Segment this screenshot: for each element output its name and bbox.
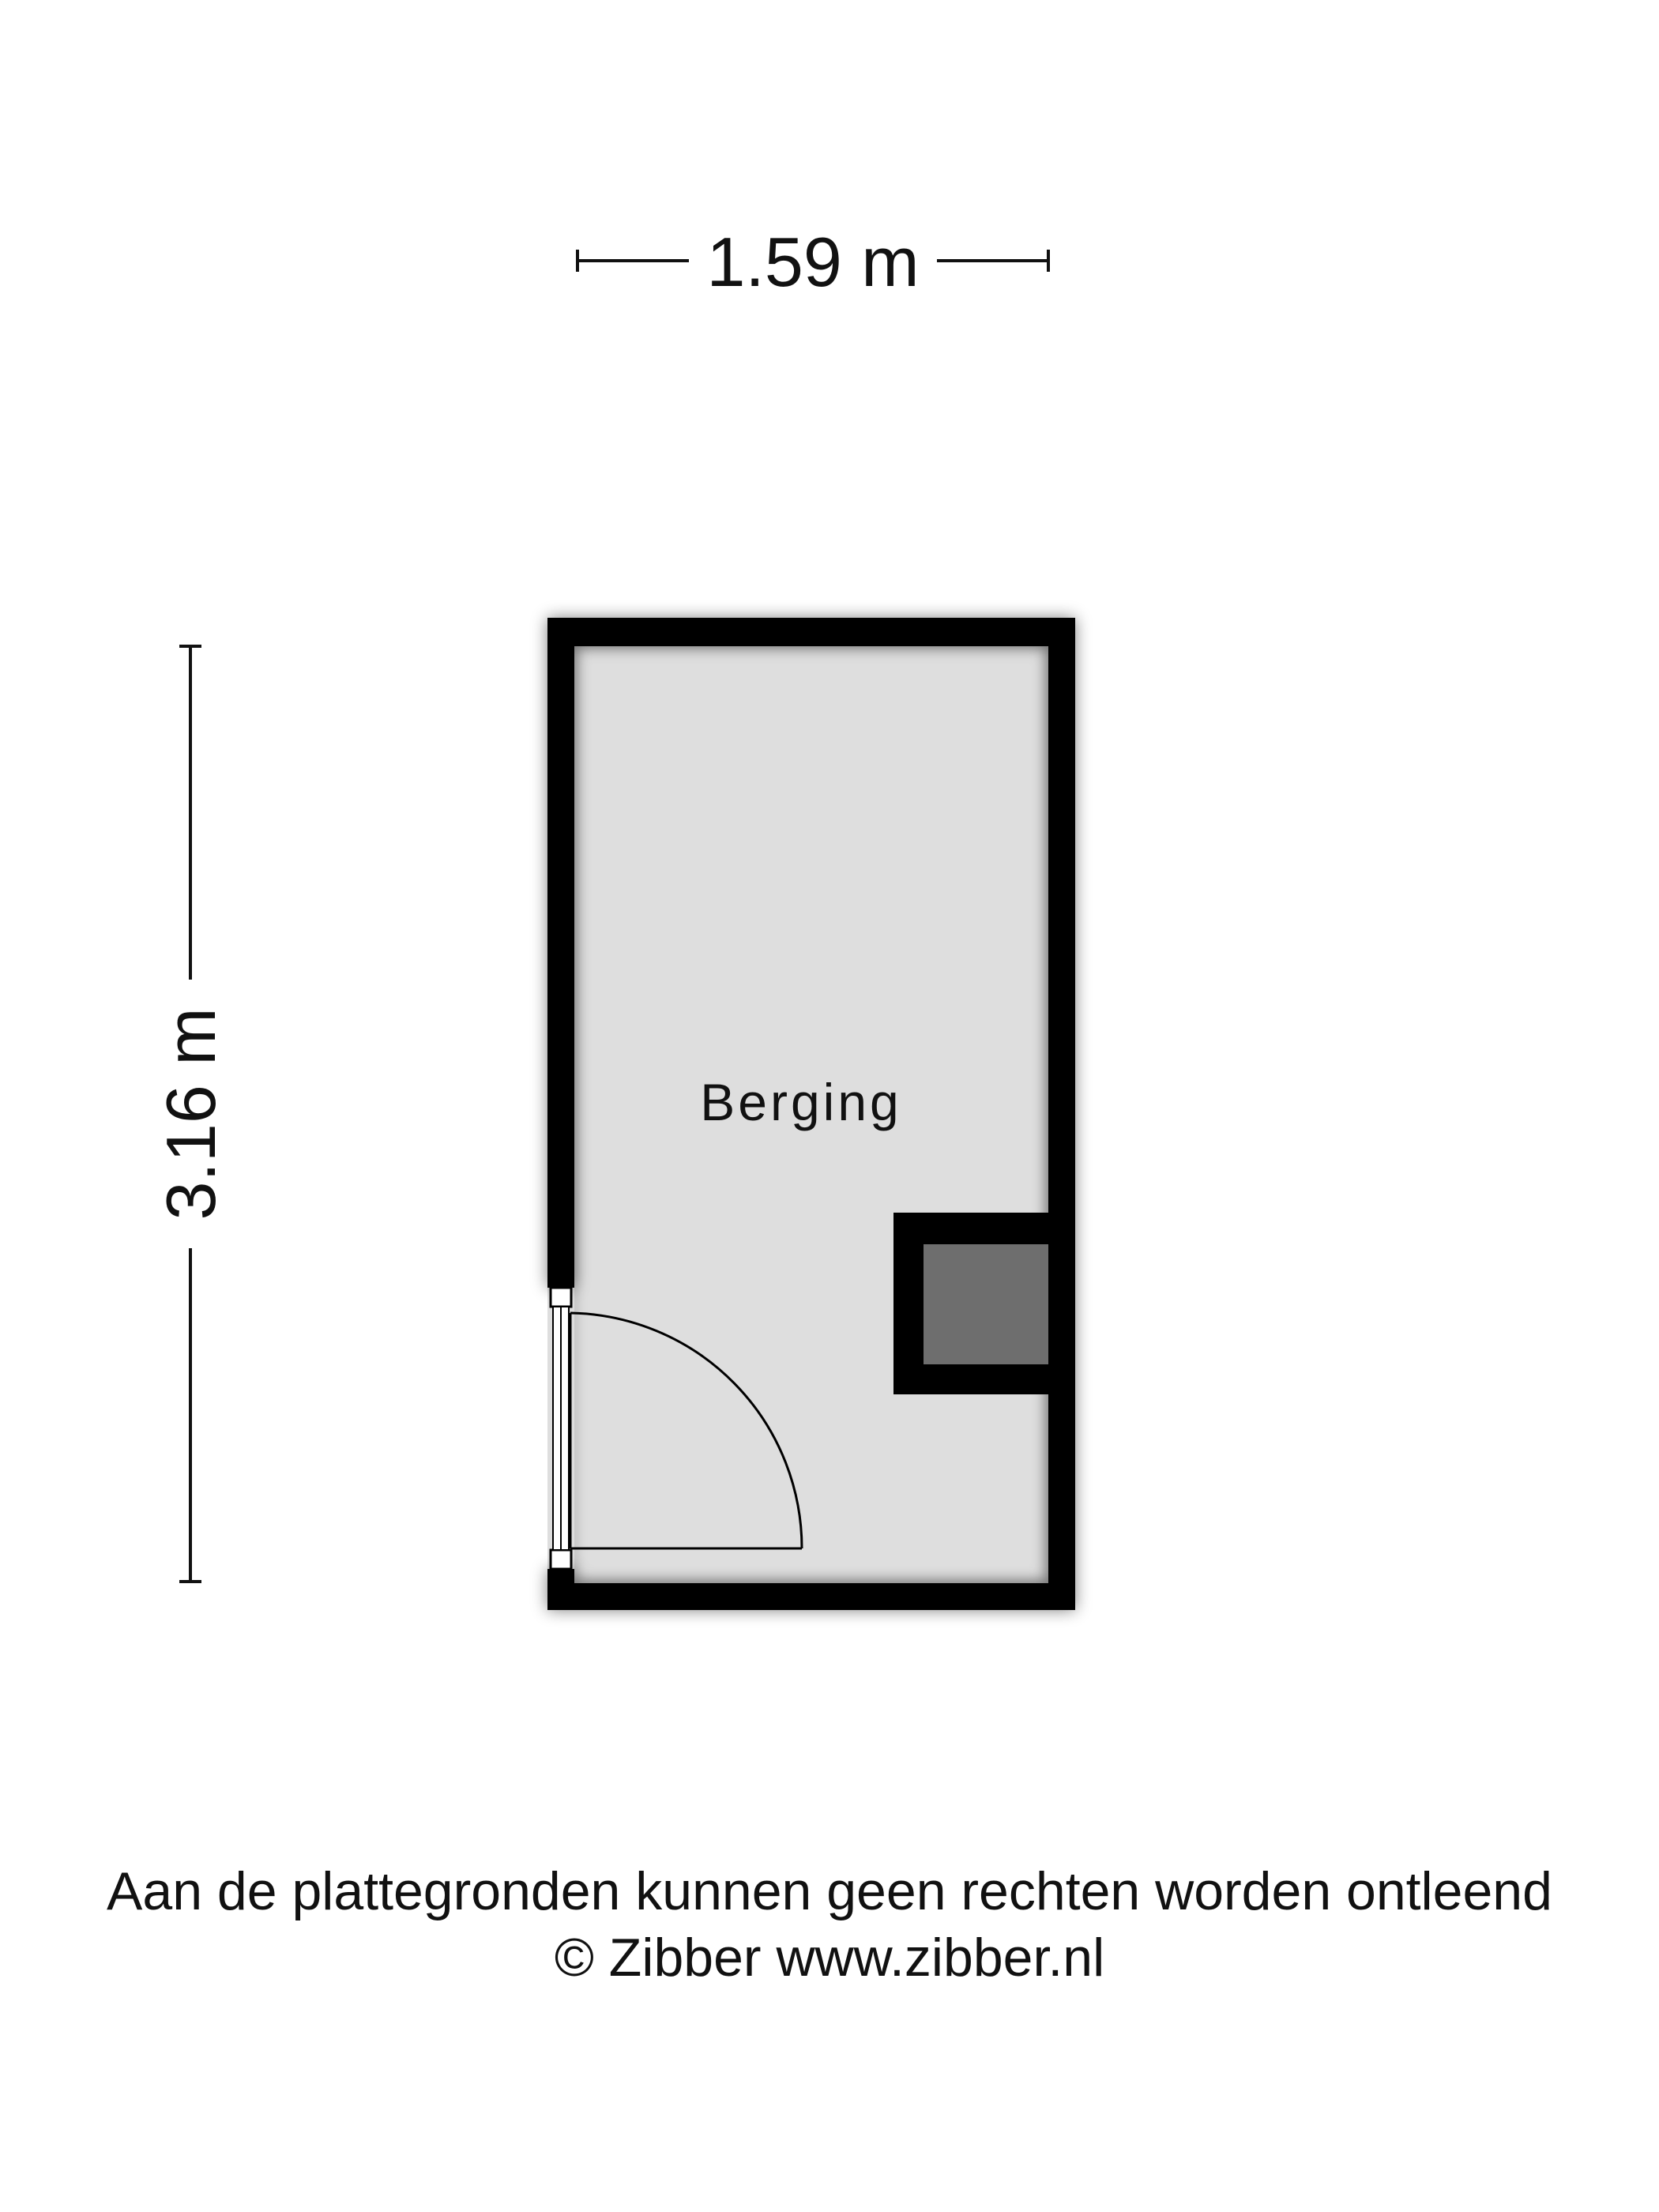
footer-copyright: © Zibber www.zibber.nl [554,1928,1105,1988]
height-dimension [152,646,230,1582]
footer-disclaimer: Aan de plattegronden kunnen geen rechten worden ontleend [107,1861,1552,1921]
room-label-berging: Berging [700,1073,902,1131]
shaft-block [893,1213,1059,1394]
width-dimension-label: 1.59 m [706,223,920,301]
height-dimension-label: 3.16 m [152,1007,230,1221]
width-dimension [577,223,1048,301]
